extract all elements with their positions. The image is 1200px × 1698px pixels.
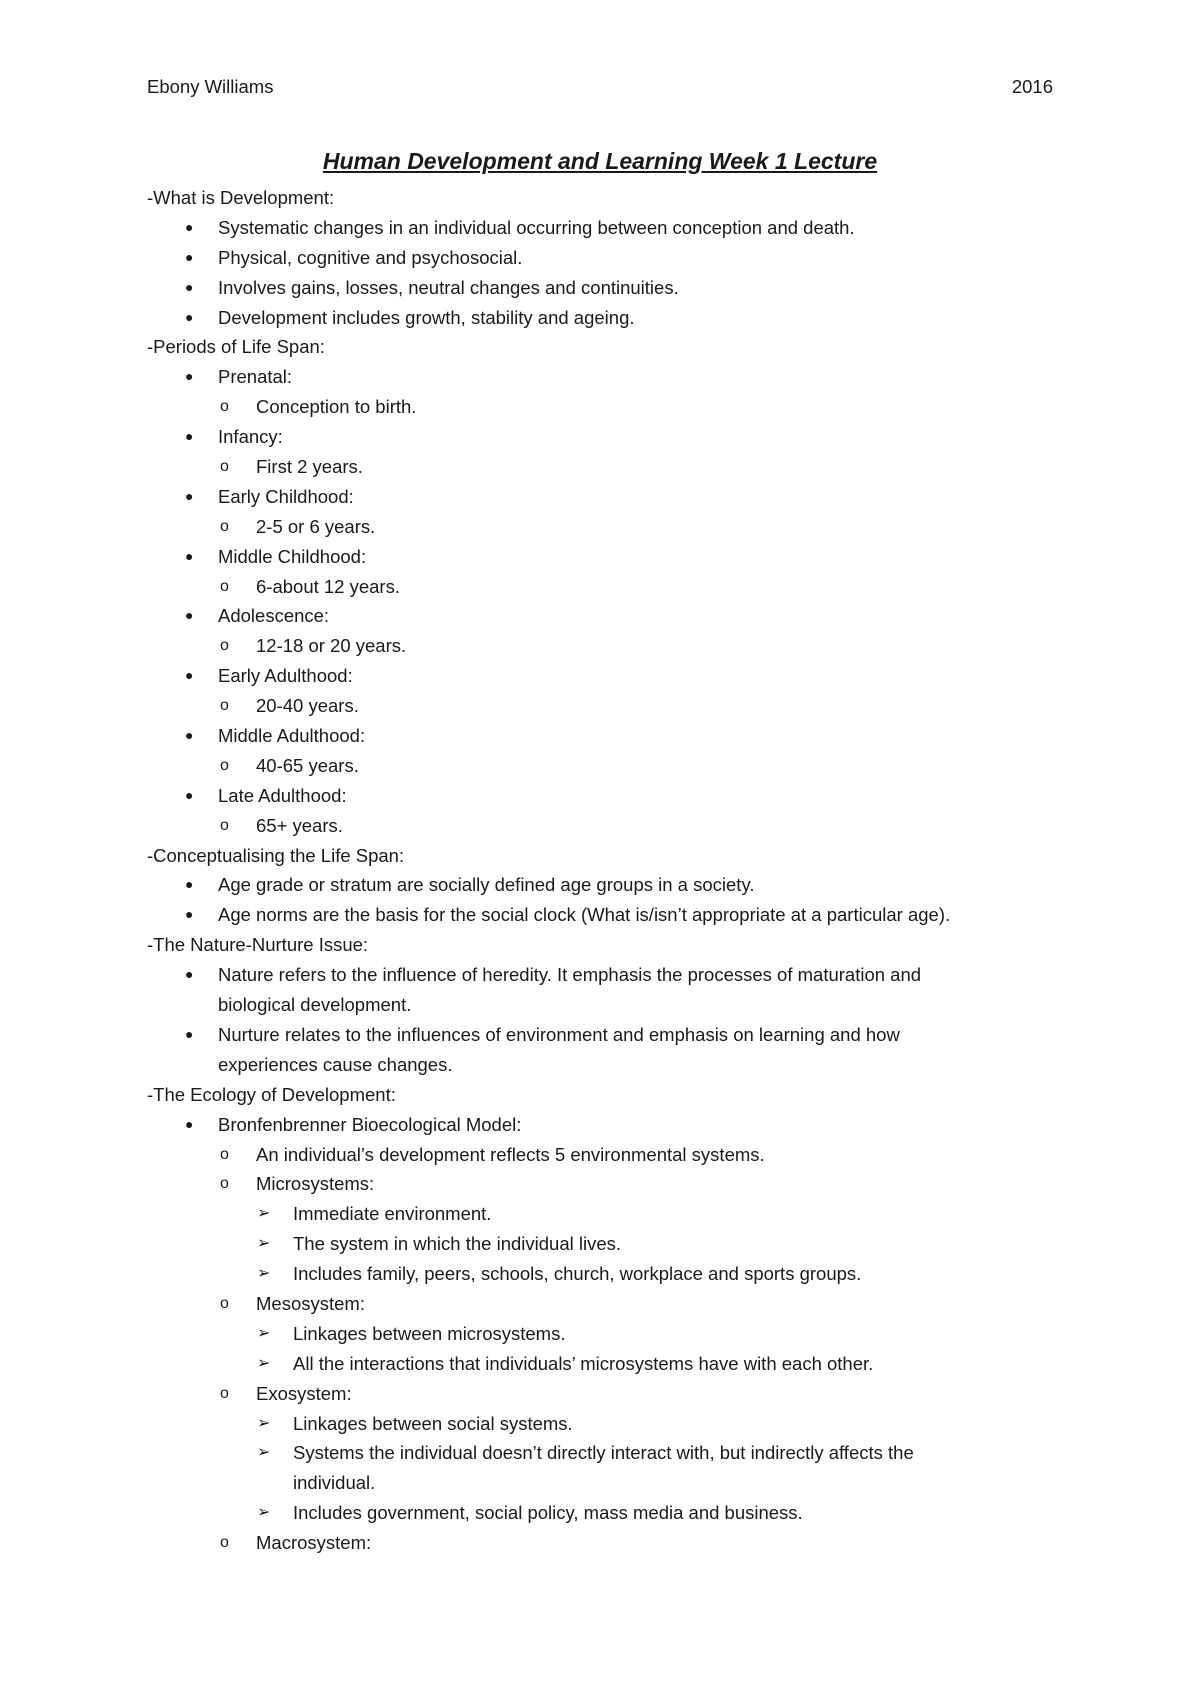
bullet-icon: ● <box>185 906 194 923</box>
arrow-bullet-icon: ➢ <box>257 1235 271 1253</box>
bullet-icon: ● <box>185 966 194 983</box>
list-item <box>147 243 1053 273</box>
list-item-continuation <box>147 1050 1053 1080</box>
list-item <box>147 303 1053 333</box>
arrow-bullet-icon: ➢ <box>257 1354 271 1372</box>
arrow-bullet-icon: ➢ <box>257 1504 271 1522</box>
bullet-icon: ● <box>185 218 194 235</box>
line-text: Age norms are the basis for the social clock (What is/isn’t appropriate at a particular age). <box>218 904 951 926</box>
circle-bullet-icon: o <box>220 517 229 535</box>
line-text: experiences cause changes. <box>218 1053 453 1075</box>
bullet-icon: ● <box>185 607 194 624</box>
line-text: Age grade or stratum are socially defined age groups in a society. <box>218 874 755 896</box>
list-item <box>147 1498 1053 1528</box>
line-text: Nature refers to the influence of heredity. It emphasis the processes of maturation and <box>218 964 922 986</box>
arrow-bullet-icon: ➢ <box>257 1265 271 1283</box>
document-title: Human Development and Learning Week 1 Lecture <box>322 148 878 174</box>
line-text: Bronfenbrenner Bioecological Model: <box>218 1113 522 1135</box>
line-text: Immediate environment. <box>293 1203 492 1225</box>
circle-bullet-icon: o <box>220 1384 229 1402</box>
line-text: Includes family, peers, schools, church, workplace and sports groups. <box>293 1263 862 1285</box>
circle-bullet-icon: o <box>220 1145 229 1163</box>
circle-bullet-icon: o <box>220 1534 229 1552</box>
line-text: individual. <box>293 1472 376 1494</box>
bullet-icon: ● <box>185 308 194 325</box>
line-text: 6-about 12 years. <box>256 575 400 597</box>
line-text: Conception to birth. <box>256 396 417 418</box>
section-heading <box>147 1080 1053 1110</box>
line-text: -The Ecology of Development: <box>147 1083 396 1105</box>
line-text: Exosystem: <box>256 1382 352 1404</box>
line-text: First 2 years. <box>256 456 363 478</box>
line-text: Systematic changes in an individual occurring between conception and death. <box>218 216 855 238</box>
line-text: The system in which the individual lives. <box>293 1233 622 1255</box>
line-text: Linkages between social systems. <box>293 1412 573 1434</box>
line-text: 2-5 or 6 years. <box>256 515 376 537</box>
list-item <box>147 1229 1053 1259</box>
bullet-icon: ● <box>185 248 194 265</box>
line-text: -Conceptualising the Life Span: <box>147 844 405 866</box>
line-text: -The Nature-Nurture Issue: <box>147 934 369 956</box>
list-item <box>147 1319 1053 1349</box>
list-item <box>147 1140 1053 1170</box>
line-text: Involves gains, losses, neutral changes and continuities. <box>218 276 679 298</box>
bullet-icon: ● <box>185 786 194 803</box>
arrow-bullet-icon: ➢ <box>257 1324 271 1342</box>
section-heading <box>147 930 1053 960</box>
list-item-continuation <box>147 1468 1053 1498</box>
list-item-continuation <box>147 990 1053 1020</box>
circle-bullet-icon: o <box>220 1175 229 1193</box>
header-year: 2016 <box>1011 76 1053 97</box>
list-item <box>147 422 1053 452</box>
line-text: Early Adulthood: <box>218 665 353 687</box>
line-text: Microsystems: <box>256 1173 375 1195</box>
bullet-icon: ● <box>185 1115 194 1132</box>
circle-bullet-icon: o <box>220 458 229 476</box>
list-item <box>147 1110 1053 1140</box>
bullet-icon: ● <box>185 667 194 684</box>
list-item <box>147 213 1053 243</box>
arrow-bullet-icon: ➢ <box>257 1414 271 1432</box>
list-item <box>147 781 1053 811</box>
bullet-icon: ● <box>185 1025 194 1042</box>
bullet-icon: ● <box>185 876 194 893</box>
circle-bullet-icon: o <box>220 1294 229 1312</box>
line-text: Middle Adulthood: <box>218 725 366 747</box>
document-body <box>147 183 1053 1558</box>
list-item <box>147 1409 1053 1439</box>
bullet-icon: ● <box>185 487 194 504</box>
line-text: Macrosystem: <box>256 1532 372 1554</box>
list-item <box>147 721 1053 751</box>
list-item <box>147 661 1053 691</box>
list-item <box>147 900 1053 930</box>
circle-bullet-icon: o <box>220 756 229 774</box>
bullet-icon: ● <box>185 428 194 445</box>
list-item <box>147 1379 1053 1409</box>
bullet-icon: ● <box>185 368 194 385</box>
arrow-bullet-icon: ➢ <box>257 1444 271 1462</box>
list-item <box>147 1289 1053 1319</box>
line-text: 12-18 or 20 years. <box>256 635 407 657</box>
circle-bullet-icon: o <box>220 697 229 715</box>
line-text: Includes government, social policy, mass media and business. <box>293 1502 803 1524</box>
section-heading <box>147 841 1053 871</box>
list-item <box>147 1438 1053 1468</box>
list-item <box>147 542 1053 572</box>
line-text: 20-40 years. <box>256 695 359 717</box>
bullet-icon: ● <box>185 278 194 295</box>
list-item <box>147 811 1053 841</box>
list-item <box>147 751 1053 781</box>
line-text: -What is Development: <box>147 187 335 208</box>
list-item <box>147 273 1053 303</box>
bullet-icon: ● <box>185 547 194 564</box>
list-item <box>147 960 1053 990</box>
section-heading <box>147 183 1053 213</box>
line-text: Adolescence: <box>218 605 330 627</box>
list-item <box>147 452 1053 482</box>
line-text: All the interactions that individuals’ microsystems have with each other. <box>293 1352 874 1374</box>
list-item <box>147 1259 1053 1289</box>
list-item <box>147 1528 1053 1558</box>
line-text: Linkages between microsystems. <box>293 1322 566 1344</box>
list-item <box>147 631 1053 661</box>
circle-bullet-icon: o <box>220 816 229 834</box>
header-author: Ebony Williams <box>147 76 274 97</box>
line-text: Late Adulthood: <box>218 784 347 806</box>
line-text: Middle Childhood: <box>218 545 367 567</box>
line-text: Development includes growth, stability and ageing. <box>218 306 635 328</box>
list-item <box>147 572 1053 602</box>
line-text: 65+ years. <box>256 814 343 836</box>
section-heading <box>147 332 1053 362</box>
list-item <box>147 870 1053 900</box>
list-item <box>147 691 1053 721</box>
arrow-bullet-icon: ➢ <box>257 1205 271 1223</box>
circle-bullet-icon: o <box>220 577 229 595</box>
line-text: Prenatal: <box>218 366 293 388</box>
line-text: Nurture relates to the influences of environment and emphasis on learning and how <box>218 1023 900 1045</box>
bullet-icon: ● <box>185 727 194 744</box>
line-text: An individual’s development reflects 5 environmental systems. <box>256 1143 765 1165</box>
list-item <box>147 392 1053 422</box>
list-item <box>147 362 1053 392</box>
list-item <box>147 1199 1053 1229</box>
line-text: Physical, cognitive and psychosocial. <box>218 246 523 268</box>
line-text: Early Childhood: <box>218 485 354 507</box>
circle-bullet-icon: o <box>220 398 229 416</box>
list-item <box>147 1169 1053 1199</box>
line-text: -Periods of Life Span: <box>147 336 325 358</box>
list-item <box>147 1020 1053 1050</box>
line-text: Systems the individual doesn’t directly interact with, but indirectly affects the <box>293 1442 914 1464</box>
list-item <box>147 482 1053 512</box>
line-text: Infancy: <box>218 426 283 448</box>
circle-bullet-icon: o <box>220 637 229 655</box>
list-item <box>147 1349 1053 1379</box>
line-text: biological development. <box>218 994 412 1016</box>
list-item <box>147 601 1053 631</box>
list-item <box>147 512 1053 542</box>
line-text: Mesosystem: <box>256 1292 365 1314</box>
line-text: 40-65 years. <box>256 754 359 776</box>
